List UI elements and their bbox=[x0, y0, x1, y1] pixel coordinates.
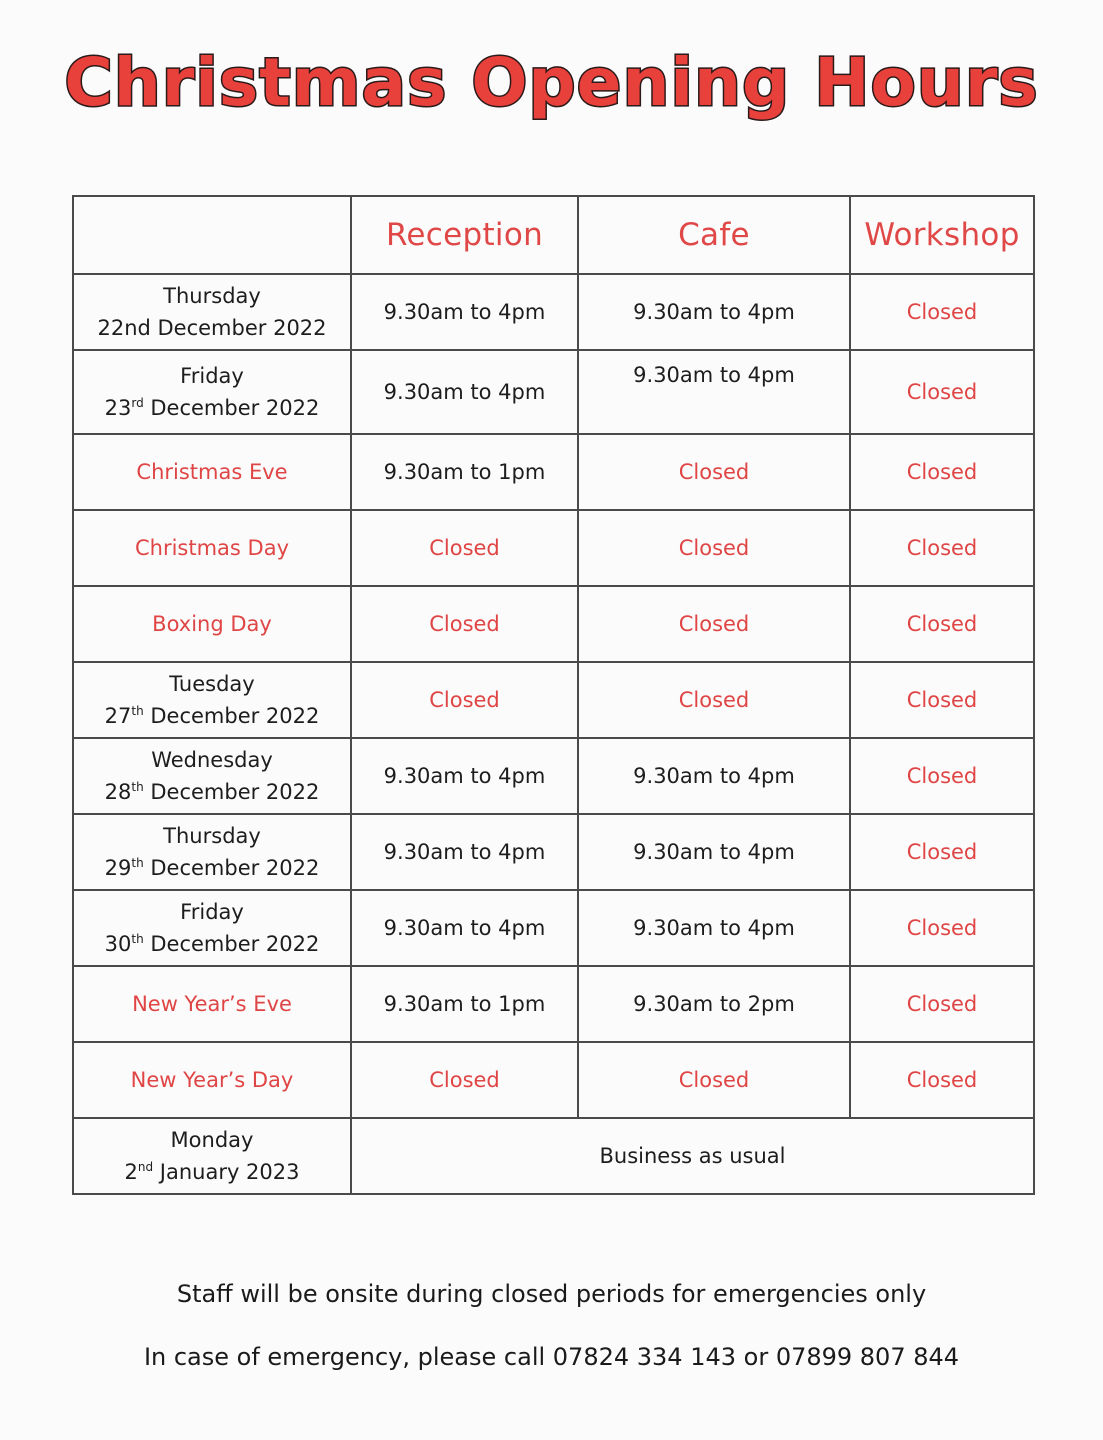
table-row bbox=[73, 1118, 1034, 1194]
day-date bbox=[78, 852, 346, 884]
workshop-hours: Closed bbox=[850, 434, 1034, 510]
date-rest: December 2022 bbox=[143, 780, 320, 804]
workshop-hours: Closed bbox=[850, 1042, 1034, 1118]
reception-hours: 9.30am to 4pm bbox=[351, 350, 578, 434]
workshop-hours: Closed bbox=[850, 662, 1034, 738]
cafe-hours: Closed bbox=[578, 662, 850, 738]
cafe-hours: 9.30am to 4pm bbox=[578, 814, 850, 890]
day-name: Friday bbox=[180, 900, 244, 924]
date-rest: January 2023 bbox=[153, 1160, 300, 1184]
workshop-hours: Closed bbox=[850, 966, 1034, 1042]
reception-hours: 9.30am to 4pm bbox=[351, 738, 578, 814]
day-cell bbox=[73, 890, 351, 966]
cafe-hours: 9.30am to 4pm bbox=[578, 738, 850, 814]
table-row bbox=[73, 814, 1034, 890]
opening-hours-table bbox=[72, 195, 1035, 1195]
workshop-hours: Closed bbox=[850, 586, 1034, 662]
day-date bbox=[78, 928, 346, 960]
cafe-hours: 9.30am to 4pm bbox=[578, 350, 850, 434]
business-as-usual: Business as usual bbox=[351, 1118, 1034, 1194]
day-name: Tuesday bbox=[169, 672, 255, 696]
day-cell bbox=[73, 1118, 351, 1194]
date-suffix: th bbox=[131, 856, 144, 870]
workshop-hours: Closed bbox=[850, 814, 1034, 890]
emergency-note: In case of emergency, please call 07824 334 143 or 07899 807 844 bbox=[143, 1343, 960, 1371]
day-name: Monday bbox=[170, 1128, 254, 1152]
staff-note: Staff will be onsite during closed periods for emergencies only bbox=[176, 1280, 927, 1308]
day-name: Thursday bbox=[163, 824, 261, 848]
reception-hours: Closed bbox=[351, 510, 578, 586]
holiday-label: Christmas Eve bbox=[73, 434, 351, 510]
reception-hours: 9.30am to 4pm bbox=[351, 814, 578, 890]
reception-hours: 9.30am to 1pm bbox=[351, 434, 578, 510]
header-cafe: Cafe bbox=[578, 196, 850, 274]
day-cell bbox=[73, 274, 351, 350]
reception-hours: 9.30am to 4pm bbox=[351, 890, 578, 966]
day-date bbox=[78, 700, 346, 732]
cafe-hours: 9.30am to 4pm bbox=[578, 274, 850, 350]
header-blank bbox=[73, 196, 351, 274]
day-date: 22nd December 2022 bbox=[97, 316, 327, 340]
date-number: 29 bbox=[104, 856, 132, 880]
table-row bbox=[73, 1042, 1034, 1118]
cafe-hours: Closed bbox=[578, 434, 850, 510]
table-row bbox=[73, 274, 1034, 350]
date-suffix: th bbox=[131, 780, 144, 794]
page-title: Christmas Opening Hours bbox=[64, 44, 1039, 121]
date-number: 23 bbox=[104, 396, 132, 420]
day-name: Wednesday bbox=[151, 748, 273, 772]
table-row bbox=[73, 434, 1034, 510]
cafe-hours: Closed bbox=[578, 1042, 850, 1118]
reception-hours: Closed bbox=[351, 662, 578, 738]
day-date bbox=[78, 392, 346, 424]
workshop-hours: Closed bbox=[850, 274, 1034, 350]
date-suffix: rd bbox=[131, 396, 144, 410]
day-name: Thursday bbox=[163, 284, 261, 308]
header-workshop: Workshop bbox=[850, 196, 1034, 274]
day-date bbox=[78, 1156, 346, 1188]
workshop-hours: Closed bbox=[850, 890, 1034, 966]
cafe-hours: 9.30am to 2pm bbox=[578, 966, 850, 1042]
workshop-hours: Closed bbox=[850, 738, 1034, 814]
date-number: 28 bbox=[104, 780, 132, 804]
day-cell bbox=[73, 350, 351, 434]
table-row bbox=[73, 662, 1034, 738]
holiday-label: Boxing Day bbox=[73, 586, 351, 662]
table-header-row bbox=[73, 196, 1034, 274]
day-date bbox=[78, 776, 346, 808]
table-row bbox=[73, 890, 1034, 966]
reception-hours: Closed bbox=[351, 586, 578, 662]
date-number: 27 bbox=[104, 704, 132, 728]
reception-hours: Closed bbox=[351, 1042, 578, 1118]
date-suffix: th bbox=[131, 932, 144, 946]
header-reception: Reception bbox=[351, 196, 578, 274]
holiday-label: New Year’s Eve bbox=[73, 966, 351, 1042]
workshop-hours: Closed bbox=[850, 510, 1034, 586]
date-rest: December 2022 bbox=[143, 396, 320, 420]
table-row bbox=[73, 966, 1034, 1042]
workshop-hours: Closed bbox=[850, 350, 1034, 434]
cafe-hours: Closed bbox=[578, 510, 850, 586]
table-row bbox=[73, 586, 1034, 662]
table-row bbox=[73, 738, 1034, 814]
holiday-label: New Year’s Day bbox=[73, 1042, 351, 1118]
date-number: 2 bbox=[124, 1160, 138, 1184]
day-cell bbox=[73, 662, 351, 738]
day-cell bbox=[73, 738, 351, 814]
date-rest: December 2022 bbox=[143, 704, 320, 728]
date-rest: December 2022 bbox=[143, 932, 320, 956]
day-cell bbox=[73, 814, 351, 890]
reception-hours: 9.30am to 1pm bbox=[351, 966, 578, 1042]
date-rest: December 2022 bbox=[143, 856, 320, 880]
cafe-hours: 9.30am to 4pm bbox=[578, 890, 850, 966]
holiday-label: Christmas Day bbox=[73, 510, 351, 586]
date-suffix: th bbox=[131, 704, 144, 718]
table-row bbox=[73, 350, 1034, 434]
table-row bbox=[73, 510, 1034, 586]
date-suffix: nd bbox=[137, 1160, 154, 1174]
reception-hours: 9.30am to 4pm bbox=[351, 274, 578, 350]
cafe-hours: Closed bbox=[578, 586, 850, 662]
day-name: Friday bbox=[180, 364, 244, 388]
date-number: 30 bbox=[104, 932, 132, 956]
